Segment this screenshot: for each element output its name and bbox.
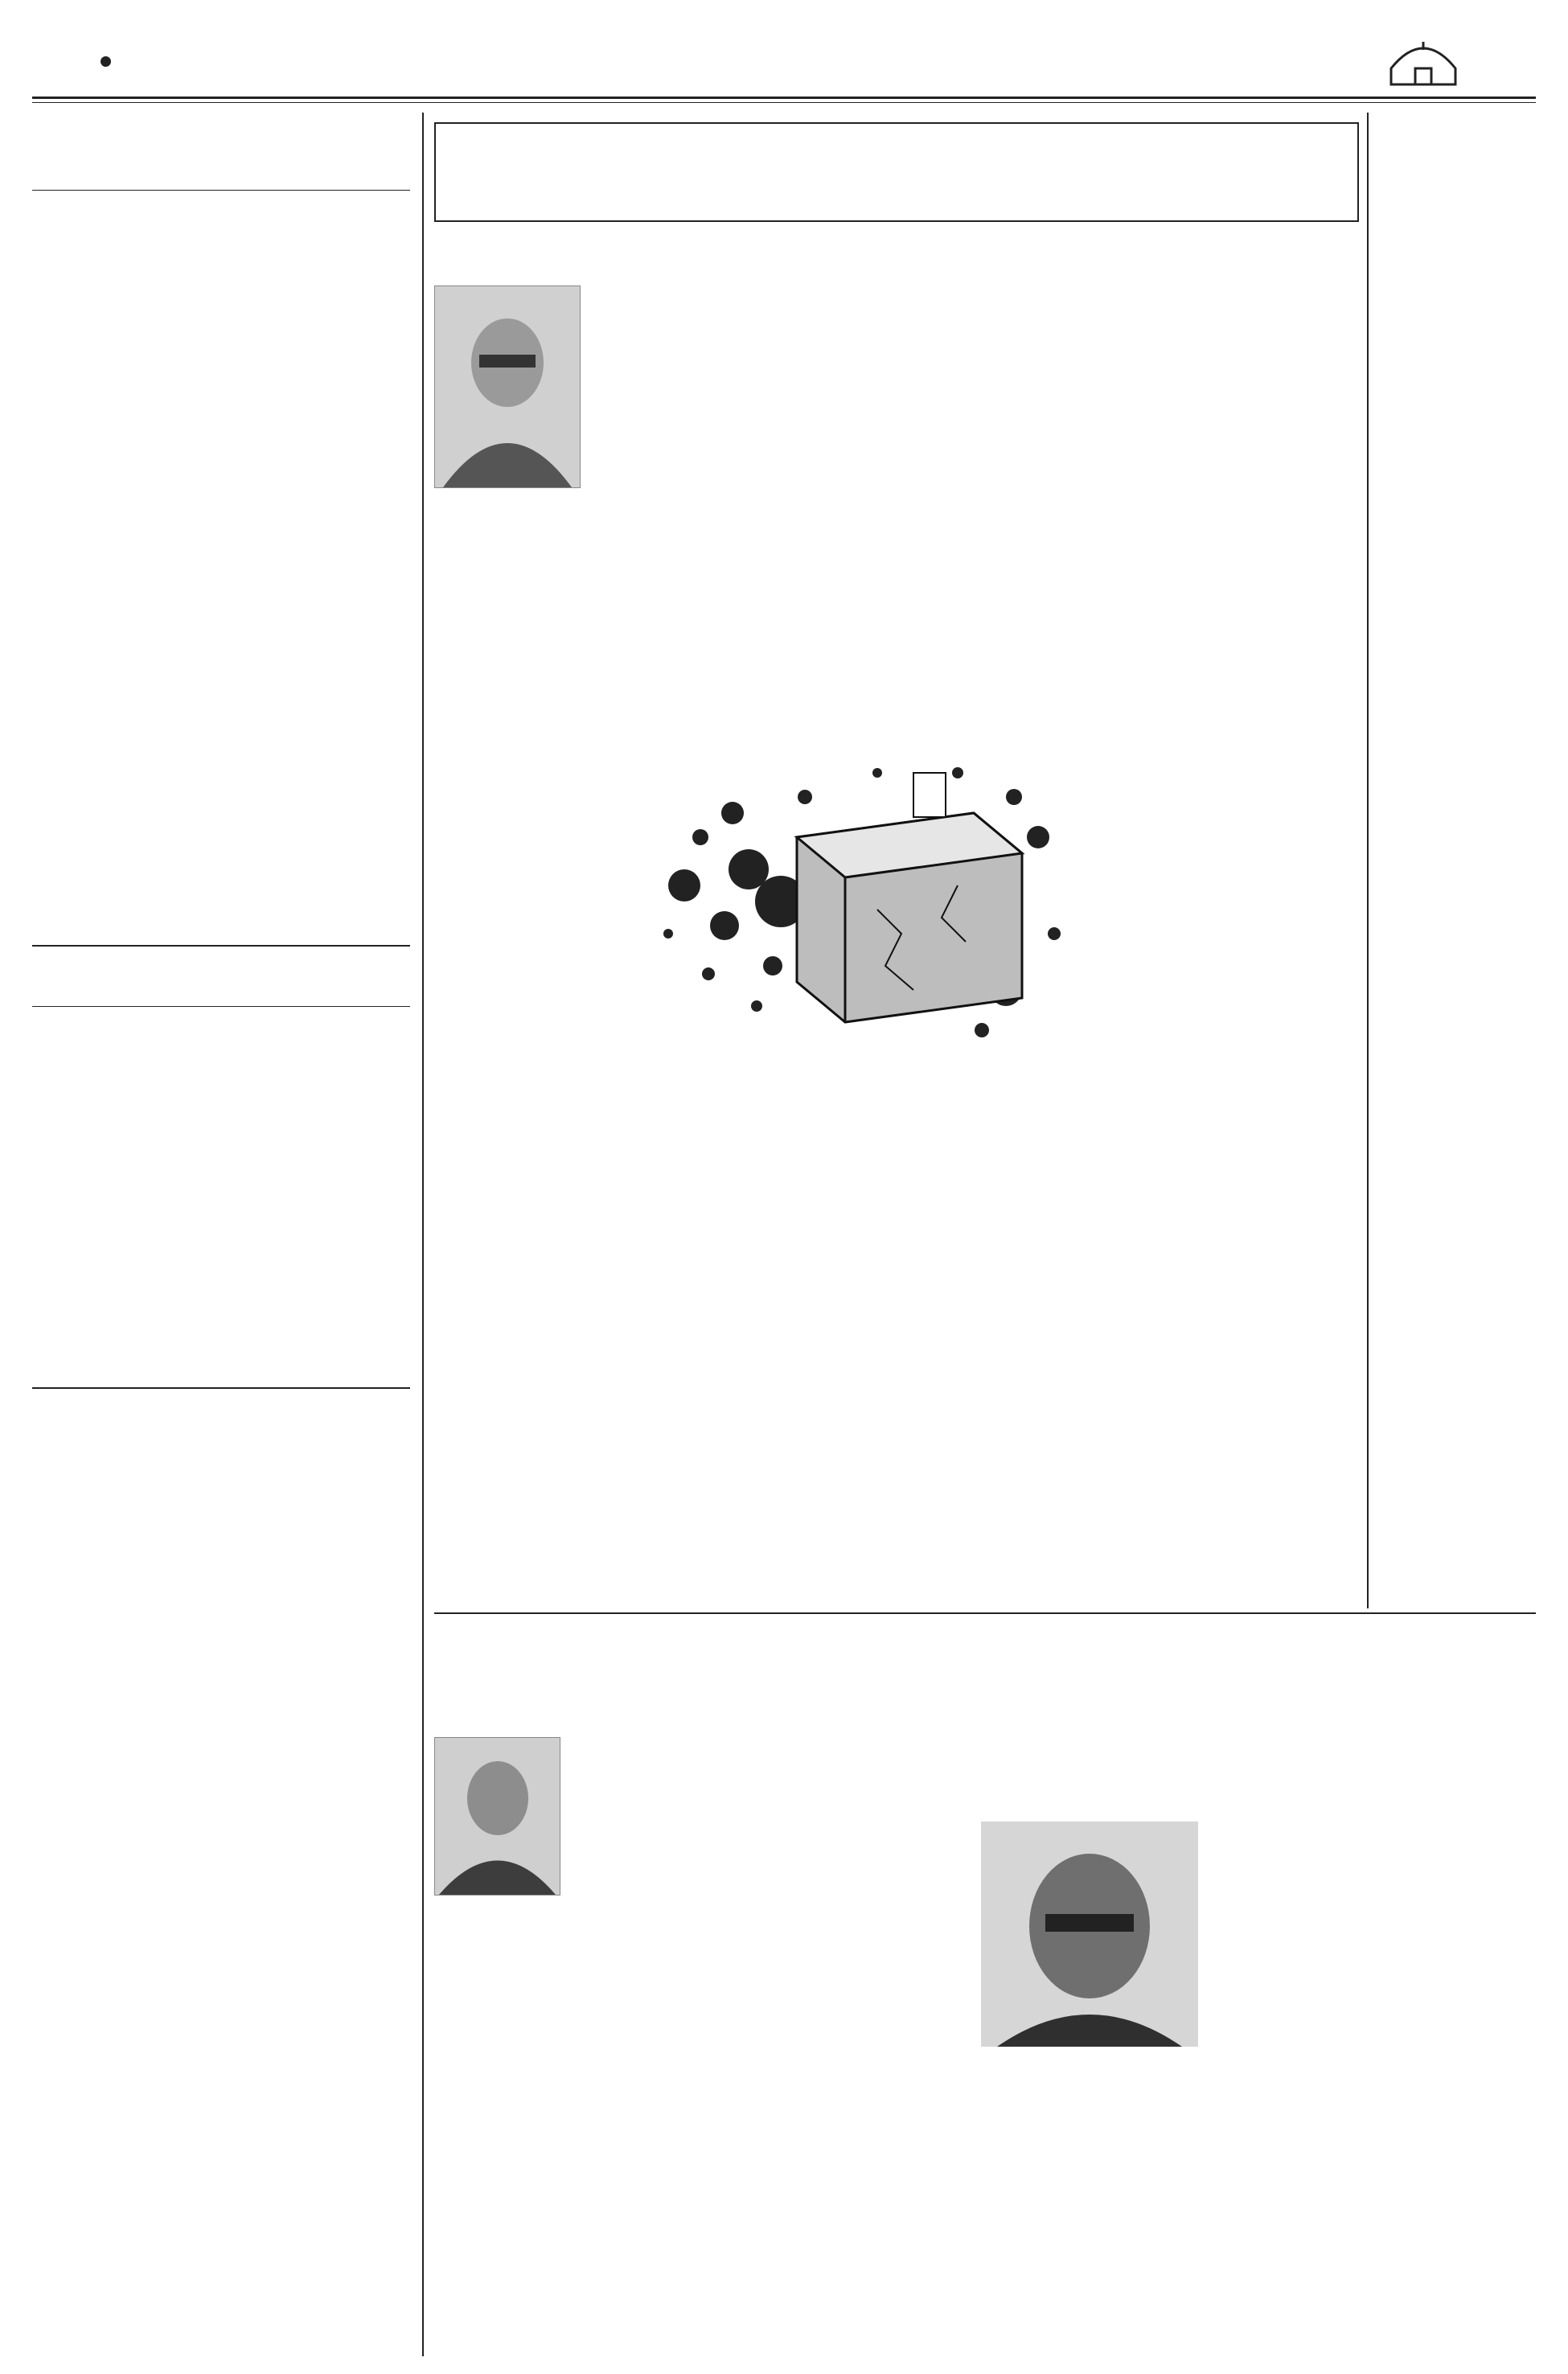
column-divider-left [422,113,424,2356]
subhead [32,1001,410,1007]
body-text [32,1524,410,2344]
column-divider-right [1367,113,1369,1608]
left-story-2 [32,953,410,1379]
left-story-1 [32,137,410,941]
body-text [32,225,410,933]
body-text [32,1040,410,1370]
divider [32,945,410,947]
second-headline [635,1620,1359,1693]
masthead [0,0,1568,121]
right-column [1377,113,1536,1608]
portrait-illustration [981,1822,1198,2047]
left-story-3 [32,1395,410,2356]
subhead [32,185,410,191]
dome-icon [1383,40,1463,88]
masthead-rule-top [32,97,1536,99]
left-column [32,113,410,2356]
right-body [1377,225,1536,1560]
masthead-rule-bottom [32,102,1536,103]
lead-article [434,113,1359,1608]
article-divider [434,1612,1536,1614]
separator-dot [101,56,111,67]
lead-headline [434,122,1359,222]
ballot-box-illustration [635,724,1087,1063]
divider [32,1387,410,1389]
second-article [434,1620,1536,2360]
